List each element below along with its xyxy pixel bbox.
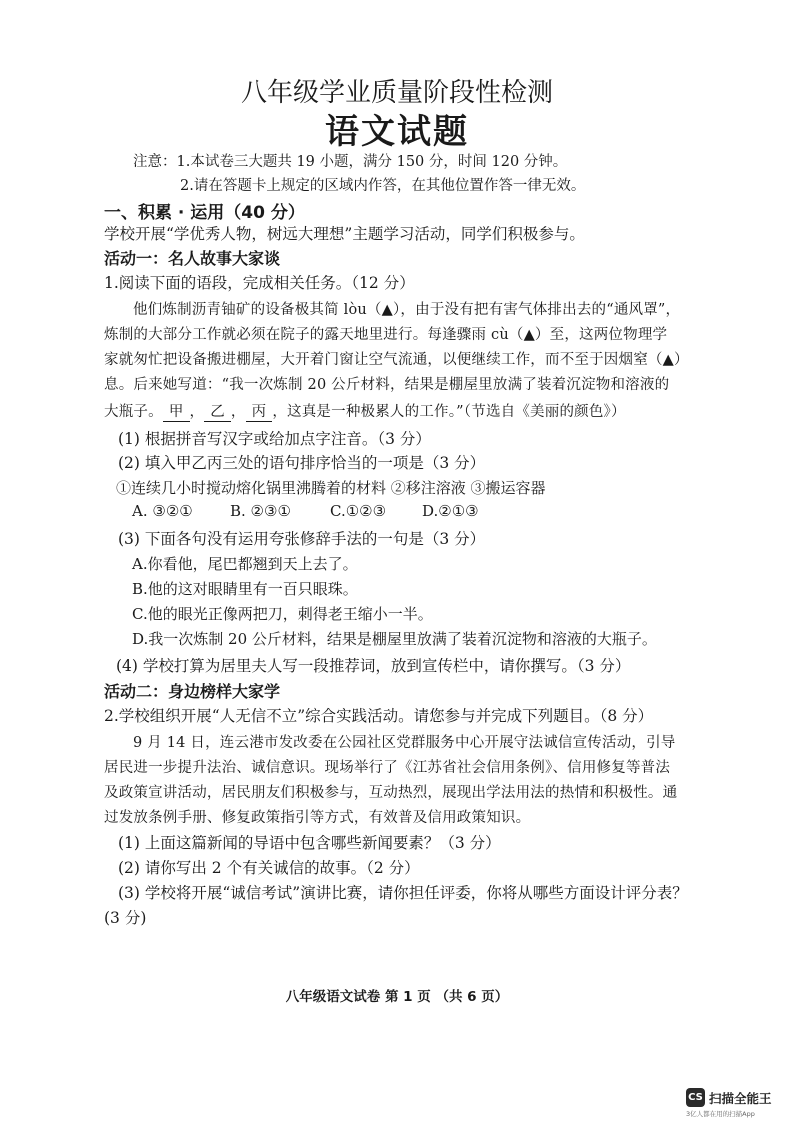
q1-sub-2-option-b: B. ②③① [230,502,291,520]
scanner-logo-icon: CS [686,1088,705,1107]
activity-1-heading: 活动一：名人故事大家谈 [104,249,281,268]
passage-1-line-5: 大瓶子。 甲 ， 乙 ， 丙 ，这真是一种极累人的工作。”（节选自《美丽的颜色》） [104,400,626,422]
q2-sub-1: (1) 上面这篇新闻的导语中包含哪些新闻要素？（3 分） [118,834,501,852]
q1-sub-2-items: ①连续几小时搅动熔化锅里沸腾着的材料 ②移注溶液 ③搬运容器 [116,479,546,497]
subject-title: 语文试题 [325,112,469,152]
q1-sub-2-option-c: C.①②③ [330,502,387,520]
q1-sub-1: (1) 根据拼音写汉字或给加点字注音。（3 分） [118,430,431,448]
blank-jia: 甲 [163,400,190,422]
passage-suffix: 这真是一种极累人的工作。”（节选自《美丽的颜色》） [287,404,626,420]
q1-sub-2-option-a: A. ③②① [132,502,193,520]
passage-1-line-1: 他们炼制沥青铀矿的设备极其简 lòu（▲），由于没有把有害气体排出去的“通风罩”， [133,302,681,318]
activity-2-heading: 活动二：身边榜样大家学 [104,682,281,701]
exam-title: 八年级学业质量阶段性检测 [240,78,553,108]
passage-2-line-3: 及政策宣讲活动，居民朋友们积极参与，互动热烈，展现出学法用法的热情和积极性。通 [104,785,678,801]
q1-sub-3-option-b: B.他的这对眼睛里有一百只眼珠。 [132,580,358,598]
q2-sub-2: (2) 请你写出 2 个有关诚信的故事。（2 分） [118,859,420,877]
passage-1-line-3: 家就匆忙把设备搬进棚屋，大开着门窗让空气流通，以便继续工作，而不至于因烟窒（▲） [104,352,689,368]
q1-sub-4: (4) 学校打算为居里夫人写一段推荐词，放到宣传栏中，请你撰写。（3 分） [116,657,631,675]
question-2: 2.学校组织开展“人无信不立”综合实践活动。请您参与并完成下列题目。（8 分） [104,707,654,725]
blank-bing: 丙 [246,400,273,422]
q1-sub-2-option-d: D.②①③ [422,502,479,520]
passage-2-line-1: 9 月 14 日，连云港市发改委在公园社区党群服务中心开展守法诚信宣传活动，引导 [133,735,676,751]
passage-prefix: 大瓶子。 [104,404,163,420]
question-1: 1.阅读下面的语段，完成相关任务。（12 分） [104,274,415,292]
passage-2-line-2: 居民进一步提升法治、诚信意识。现场举行了《江苏省社会信用条例》、信用修复等普法 [104,760,671,776]
q1-sub-3-option-c: C.他的眼光正像两把刀，刺得老王缩小一半。 [132,605,433,623]
passage-2-line-4: 过发放条例手册、修复政策指引等方式，有效普及信用政策知识。 [104,810,531,826]
passage-1-line-4: 息。后来她写道：“我一次炼制 20 公斤材料，结果是棚屋里放满了装着沉淀物和溶液的 [104,377,670,393]
page-footer: 八年级语文试卷 第 1 页 （共 6 页） [285,989,509,1005]
q2-sub-3-score: (3 分) [104,909,147,927]
q1-sub-3-option-d: D.我一次炼制 20 公斤材料，结果是棚屋里放满了装着沉淀物和溶液的大瓶子。 [132,630,657,648]
q1-sub-3-option-a: A.你看他，尾巴都翘到天上去了。 [132,555,358,573]
notice-line-1: 注意：1.本试卷三大题共 19 小题，满分 150 分，时间 120 分钟。 [133,154,568,170]
passage-1-line-2: 炼制的大部分工作就必须在院子的露天地里进行。每逢骤雨 cù（▲）至，这两位物理学 [104,327,668,343]
q1-sub-3: (3) 下面各句没有运用夸张修辞手法的一句是（3 分） [118,530,486,548]
section-1-heading: 一、积累 · 运用（40 分） [104,203,305,223]
q1-sub-2: (2) 填入甲乙丙三处的语句排序恰当的一项是（3 分） [118,454,486,472]
notice-line-2: 2.请在答题卡上规定的区域内作答，在其他位置作答一律无效。 [180,178,586,194]
section-1-intro: 学校开展“学优秀人物，树远大理想”主题学习活动，同学们积极参与。 [104,225,585,243]
q2-sub-3: (3) 学校将开展“诚信考试”演讲比赛，请你担任评委，你将从哪些方面设计评分表？ [118,884,688,902]
scanner-app-name: 扫描全能王 [709,1091,772,1106]
scanner-app-slogan: 3亿人都在用的扫描App [686,1110,755,1118]
scanner-watermark [686,1088,776,1118]
blank-yi: 乙 [204,400,231,422]
